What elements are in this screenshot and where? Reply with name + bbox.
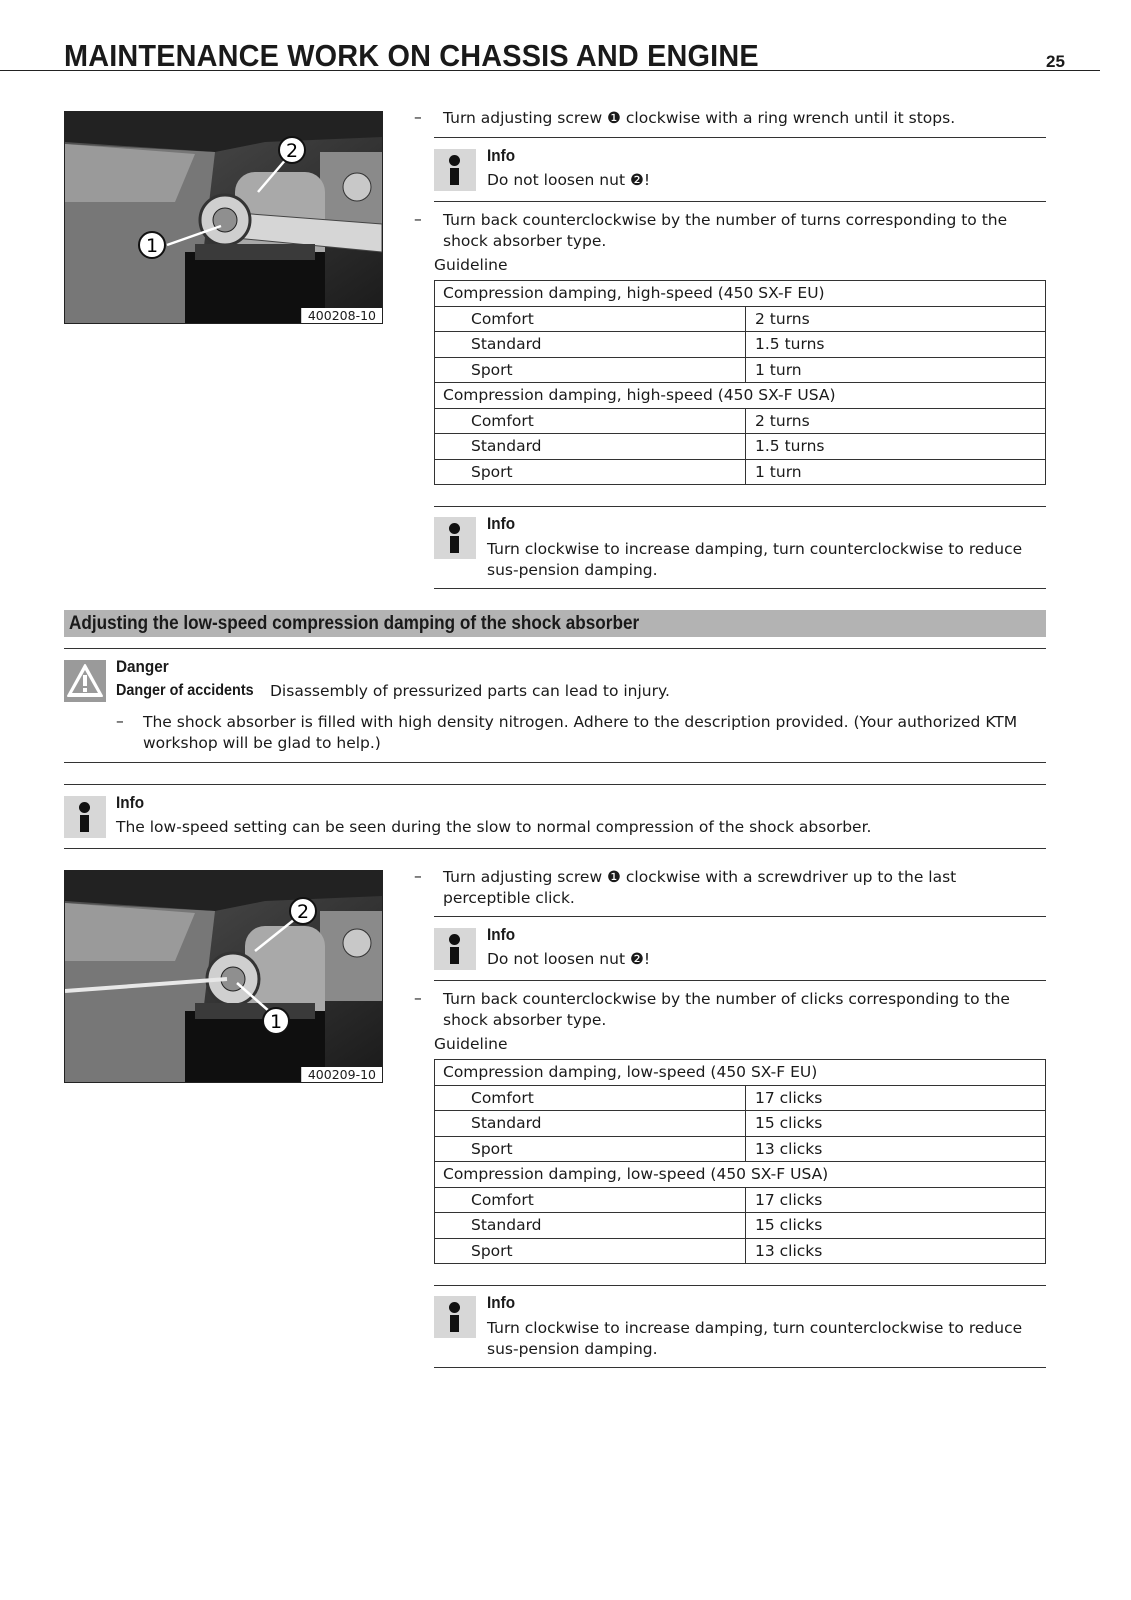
page-title: MAINTENANCE WORK ON CHASSIS AND ENGINE	[64, 38, 759, 73]
table-row: Sport 13 clicks	[435, 1136, 1046, 1162]
warning-icon	[64, 660, 106, 702]
table-row: Standard 1.5 turns	[435, 434, 1046, 460]
info-text: The low-speed setting can be seen during the slow to normal compression of the shock absorber.	[116, 818, 872, 836]
table-row: Compression damping, low-speed (450 SX-F EU)	[435, 1060, 1046, 1086]
info-title: Info	[487, 1293, 516, 1312]
table-row: Comfort 17 clicks	[435, 1085, 1046, 1111]
figure-code: 400209-10	[301, 1067, 382, 1082]
info-text: Do not loosen nut ❷!	[487, 950, 651, 968]
info-icon	[434, 149, 476, 191]
figure-high-speed-adjuster	[64, 111, 383, 324]
header-rule	[0, 70, 1100, 71]
info-text: Turn clockwise to increase damping, turn counterclockwise to reduce sus-pension damping.	[487, 540, 1023, 579]
divider	[64, 784, 1046, 785]
info-text: Do not loosen nut ❷!	[487, 171, 651, 189]
table-row: Compression damping, high-speed (450 SX-F EU)	[435, 281, 1046, 307]
danger-label: Danger of accidents	[116, 682, 254, 699]
section-heading: Adjusting the low-speed compression damping of the shock absorber	[69, 612, 640, 634]
divider	[434, 1367, 1046, 1368]
info-title: Info	[487, 146, 516, 165]
guideline-label: Guideline	[434, 1035, 508, 1053]
divider	[64, 648, 1046, 649]
divider	[434, 1285, 1046, 1286]
divider	[434, 506, 1046, 507]
divider	[64, 762, 1046, 763]
divider	[434, 201, 1046, 202]
divider	[434, 980, 1046, 981]
high-speed-guideline-table	[434, 280, 1046, 485]
divider	[64, 848, 1046, 849]
table-row: Compression damping, low-speed (450 SX-F USA)	[435, 1162, 1046, 1188]
info-text: Turn clockwise to increase damping, turn counterclockwise to reduce sus-pension damping.	[487, 1319, 1023, 1358]
figure-code: 400208-10	[301, 308, 382, 323]
table-row: Sport 1 turn	[435, 459, 1046, 485]
table-row: Standard 15 clicks	[435, 1111, 1046, 1137]
table-row: Standard 15 clicks	[435, 1213, 1046, 1239]
page-number: 25	[1046, 52, 1065, 71]
svg-text:1: 1	[269, 1011, 283, 1033]
table-row: Sport 1 turn	[435, 357, 1046, 383]
divider	[434, 588, 1046, 589]
low-speed-guideline-table	[434, 1059, 1046, 1264]
table-row: Compression damping, high-speed (450 SX-F USA)	[435, 383, 1046, 409]
info-icon	[434, 1296, 476, 1338]
info-icon	[434, 517, 476, 559]
info-title: Info	[487, 925, 516, 944]
svg-text:1: 1	[145, 235, 159, 257]
svg-text:2: 2	[285, 140, 299, 162]
divider	[434, 137, 1046, 138]
danger-bullet: The shock absorber is filled with high density nitrogen. Adhere to the description provided. (Your authorized KTM workshop will be glad to help.)	[143, 713, 1018, 752]
figure-low-speed-adjuster	[64, 870, 383, 1083]
danger-title: Danger	[116, 657, 169, 676]
table-row: Comfort 2 turns	[435, 306, 1046, 332]
table-row: Standard 1.5 turns	[435, 332, 1046, 358]
info-icon	[64, 796, 106, 838]
info-icon	[434, 928, 476, 970]
info-title: Info	[116, 793, 145, 812]
info-title: Info	[487, 514, 516, 533]
table-row: Comfort 17 clicks	[435, 1187, 1046, 1213]
divider	[434, 916, 1046, 917]
guideline-label: Guideline	[434, 256, 508, 274]
bullet-dash: –	[116, 712, 124, 730]
table-row: Comfort 2 turns	[435, 408, 1046, 434]
danger-text: Disassembly of pressurized parts can lead to injury.	[270, 682, 670, 700]
svg-text:2: 2	[296, 901, 310, 923]
table-row: Sport 13 clicks	[435, 1238, 1046, 1264]
